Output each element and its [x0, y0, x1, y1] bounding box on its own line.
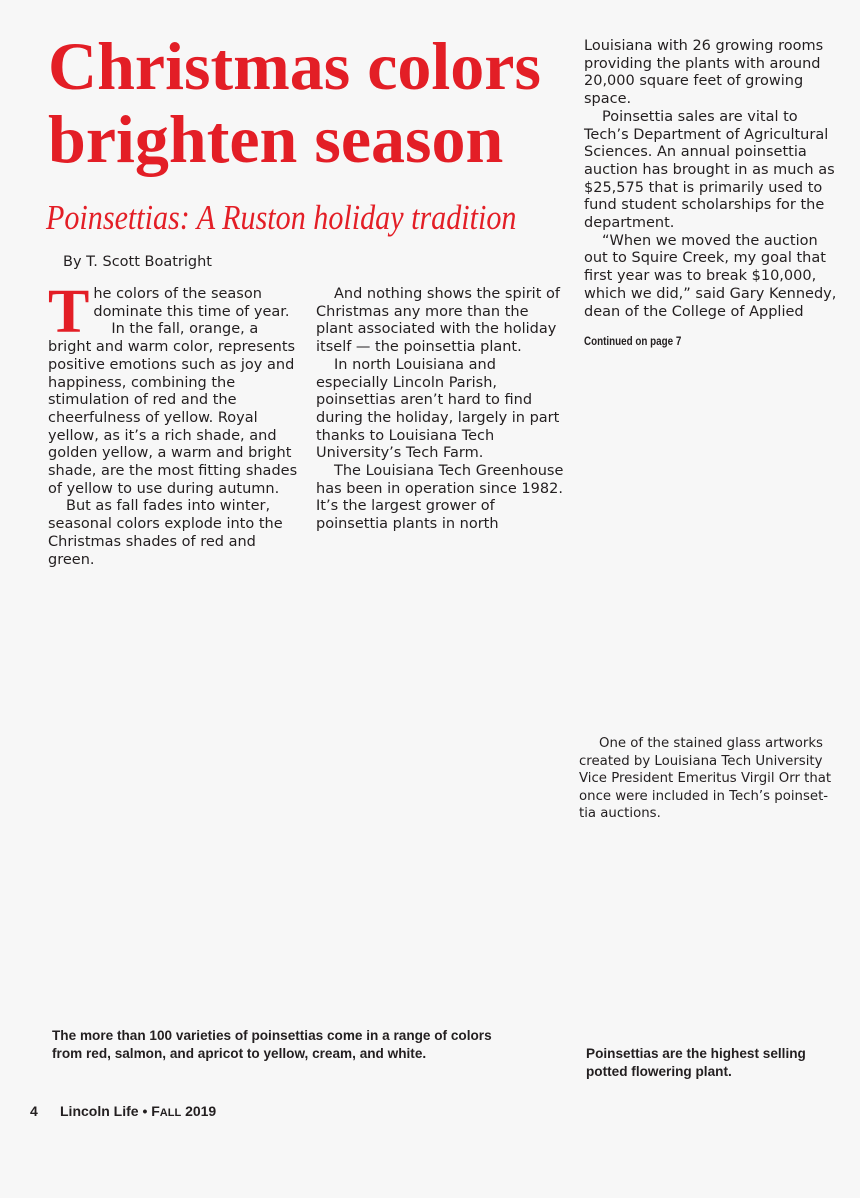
headline-line-2: brighten season — [48, 101, 504, 177]
publication-name: Lincoln Life • — [60, 1103, 148, 1119]
headline — [48, 30, 588, 176]
headline-line-1: Christmas colors — [48, 28, 541, 104]
season-rest: ALL — [159, 1107, 182, 1119]
page-footer — [30, 1102, 216, 1122]
stained-glass-caption — [579, 735, 841, 823]
article-column-2 — [316, 286, 568, 534]
paragraph: But as fall fades into winter, seasonal colors explode into the Christmas shades of red and green. — [48, 498, 283, 568]
article-column-3 — [584, 38, 844, 321]
drop-cap: T — [48, 278, 90, 346]
paragraph: Louisiana with 26 growing rooms providing the plants with around 20,000 square feet of growing space. — [584, 38, 824, 108]
paragraph: In north Louisiana and especially Lincoln Parish, poinsettias aren’t hard to find during the holiday, largely in part thanks to Louisiana Tech University’s Tech Farm. — [316, 356, 560, 462]
page-number: 4 — [30, 1103, 38, 1119]
paragraph-text: he colors of the season dominate this time of year. — [93, 286, 290, 320]
issue-year: 2019 — [185, 1103, 217, 1119]
paragraph: And nothing shows the spirit of Christmas any more than the plant associated with the holiday itself — the poinsettia plant. — [316, 286, 560, 356]
varieties-caption: The more than 100 varieties of poinsettias come in a range of colors from red, salmon, and apricot to yellow, cream, and white. — [52, 1028, 492, 1061]
caption-text: One of the stained glass artworks created by Louisiana Tech University Vice President Emeritus Virgil Orr that once were included in Tech’s poinset-tia auctions. — [579, 736, 832, 821]
season-initial: F — [151, 1103, 160, 1119]
paragraph: “When we moved the auction out to Squire Creek, my goal that first year was to break $10,000, which we did,” said Gary Kennedy, dean of the College of Applied — [584, 232, 837, 320]
paragraph-text: In the fall, orange, a bright and warm color, represents positive emotions such as joy and happiness, combining the stimulation of red and the cheerfulness of yellow. Royal yellow, as it’s a rich shade, and golden yellow, a warm and bright shade, are the most fitting shades of yellow to use during autumn. — [48, 321, 298, 497]
article-column-1 — [48, 278, 300, 569]
subheadline: Poinsettias: A Ruston holiday tradition — [46, 198, 517, 237]
highest-selling-caption: Poinsettias are the highest selling potted flowering plant. — [586, 1046, 806, 1079]
paragraph: Poinsettia sales are vital to Tech’s Department of Agricultural Sciences. An annual poinsettia auction has brought in as much as $25,575 that is primarily used to fund student scholarships for the department. — [584, 108, 835, 232]
paragraph — [48, 278, 300, 498]
byline: By T. Scott Boatright — [63, 254, 212, 270]
continued-on-page-link[interactable]: Continued on page 7 — [584, 334, 682, 348]
paragraph: The Louisiana Tech Greenhouse has been in operation since 1982. It’s the largest grower of poinsettia plants in north — [316, 463, 564, 533]
